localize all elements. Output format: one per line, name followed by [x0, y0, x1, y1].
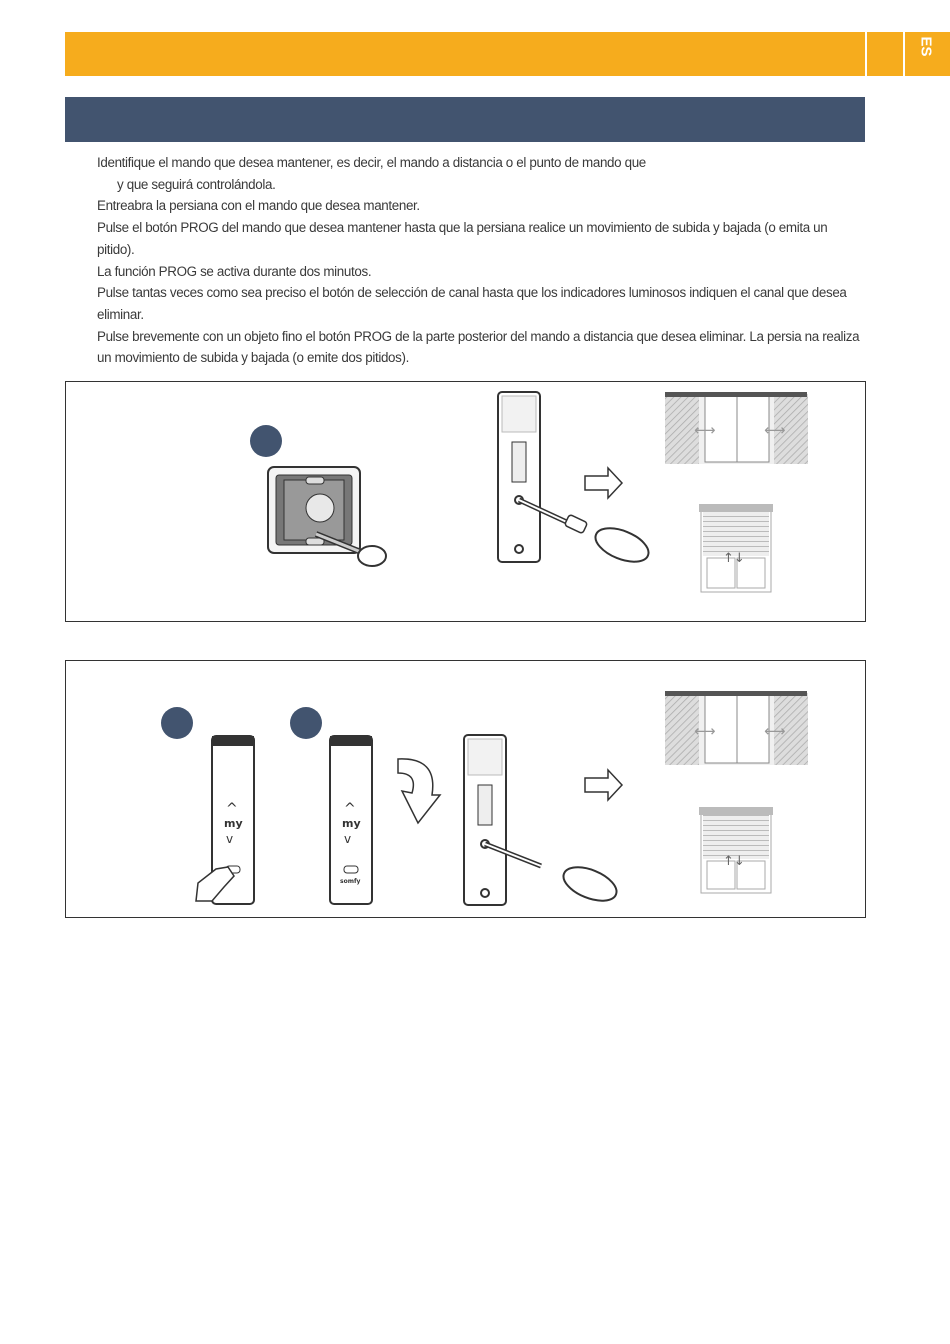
roller-shutter-illustration — [699, 504, 773, 592]
instruction-line: Pulse el botón PROG del mando que desea mantener hasta que la persiana realice un movimiento de subida y bajada (o emita un pitido). — [97, 220, 828, 257]
arrow-right-icon — [585, 468, 622, 498]
header-orange-tab — [867, 32, 903, 76]
instruction-line: Entreabra la persiana con el mando que desea mantener. — [97, 198, 420, 214]
remote-back-illustration — [498, 392, 653, 568]
step-circle — [161, 707, 193, 739]
remote-front-illustration — [196, 736, 254, 904]
window-shutters-illustration — [665, 691, 808, 765]
header-orange-bar — [65, 32, 865, 76]
section-title-bar — [65, 97, 865, 142]
svg-text:⟷: ⟷ — [764, 722, 786, 740]
svg-text:⟷: ⟷ — [694, 722, 716, 740]
my-label: my — [224, 817, 243, 830]
arrow-right-icon — [585, 770, 622, 800]
instruction-line: Pulse tantas veces como sea preciso el botón de selección de canal hasta que los indicadores luminosos indiquen el canal que desea eliminar. — [97, 285, 847, 322]
illustration-panel-remote — [65, 660, 866, 918]
rotate-arrow-icon — [398, 759, 440, 823]
svg-text:v: v — [226, 832, 234, 846]
remote-front-illustration — [330, 736, 372, 904]
instruction-line: Pulse brevemente con un objeto fino el botón PROG de la parte posterior del mando a distancia que desea eliminar. La persia na realiza un movimiento de subida y bajada (o emite dos pitidos). — [97, 328, 860, 366]
step-circle — [290, 707, 322, 739]
svg-text:^: ^ — [226, 801, 238, 817]
brand-label: somfy — [340, 878, 361, 885]
instructions-text — [97, 152, 862, 369]
instruction-line: Identifique el mando que desea mantener, es decir, el mando a distancia o el punto de mando que — [97, 155, 646, 170]
svg-text:⟷: ⟷ — [694, 421, 716, 439]
instruction-line: La función PROG se activa durante dos minutos. — [97, 263, 372, 279]
svg-text:v: v — [344, 832, 352, 846]
illustration-panel-wall-switch — [65, 381, 866, 622]
svg-text:↑↓: ↑↓ — [723, 551, 745, 566]
svg-text:^: ^ — [344, 801, 356, 817]
instruction-line: y que seguirá controlándola. — [117, 176, 276, 192]
wall-switch-illustration — [268, 467, 386, 566]
svg-text:↑↓: ↑↓ — [723, 854, 745, 869]
my-label: my — [342, 817, 361, 830]
svg-text:⟷: ⟷ — [764, 421, 786, 439]
roller-shutter-illustration — [699, 807, 773, 893]
remote-back-illustration — [464, 735, 621, 907]
step-circle — [250, 425, 282, 457]
window-shutters-illustration — [665, 392, 808, 464]
language-tag: ES — [905, 32, 950, 76]
